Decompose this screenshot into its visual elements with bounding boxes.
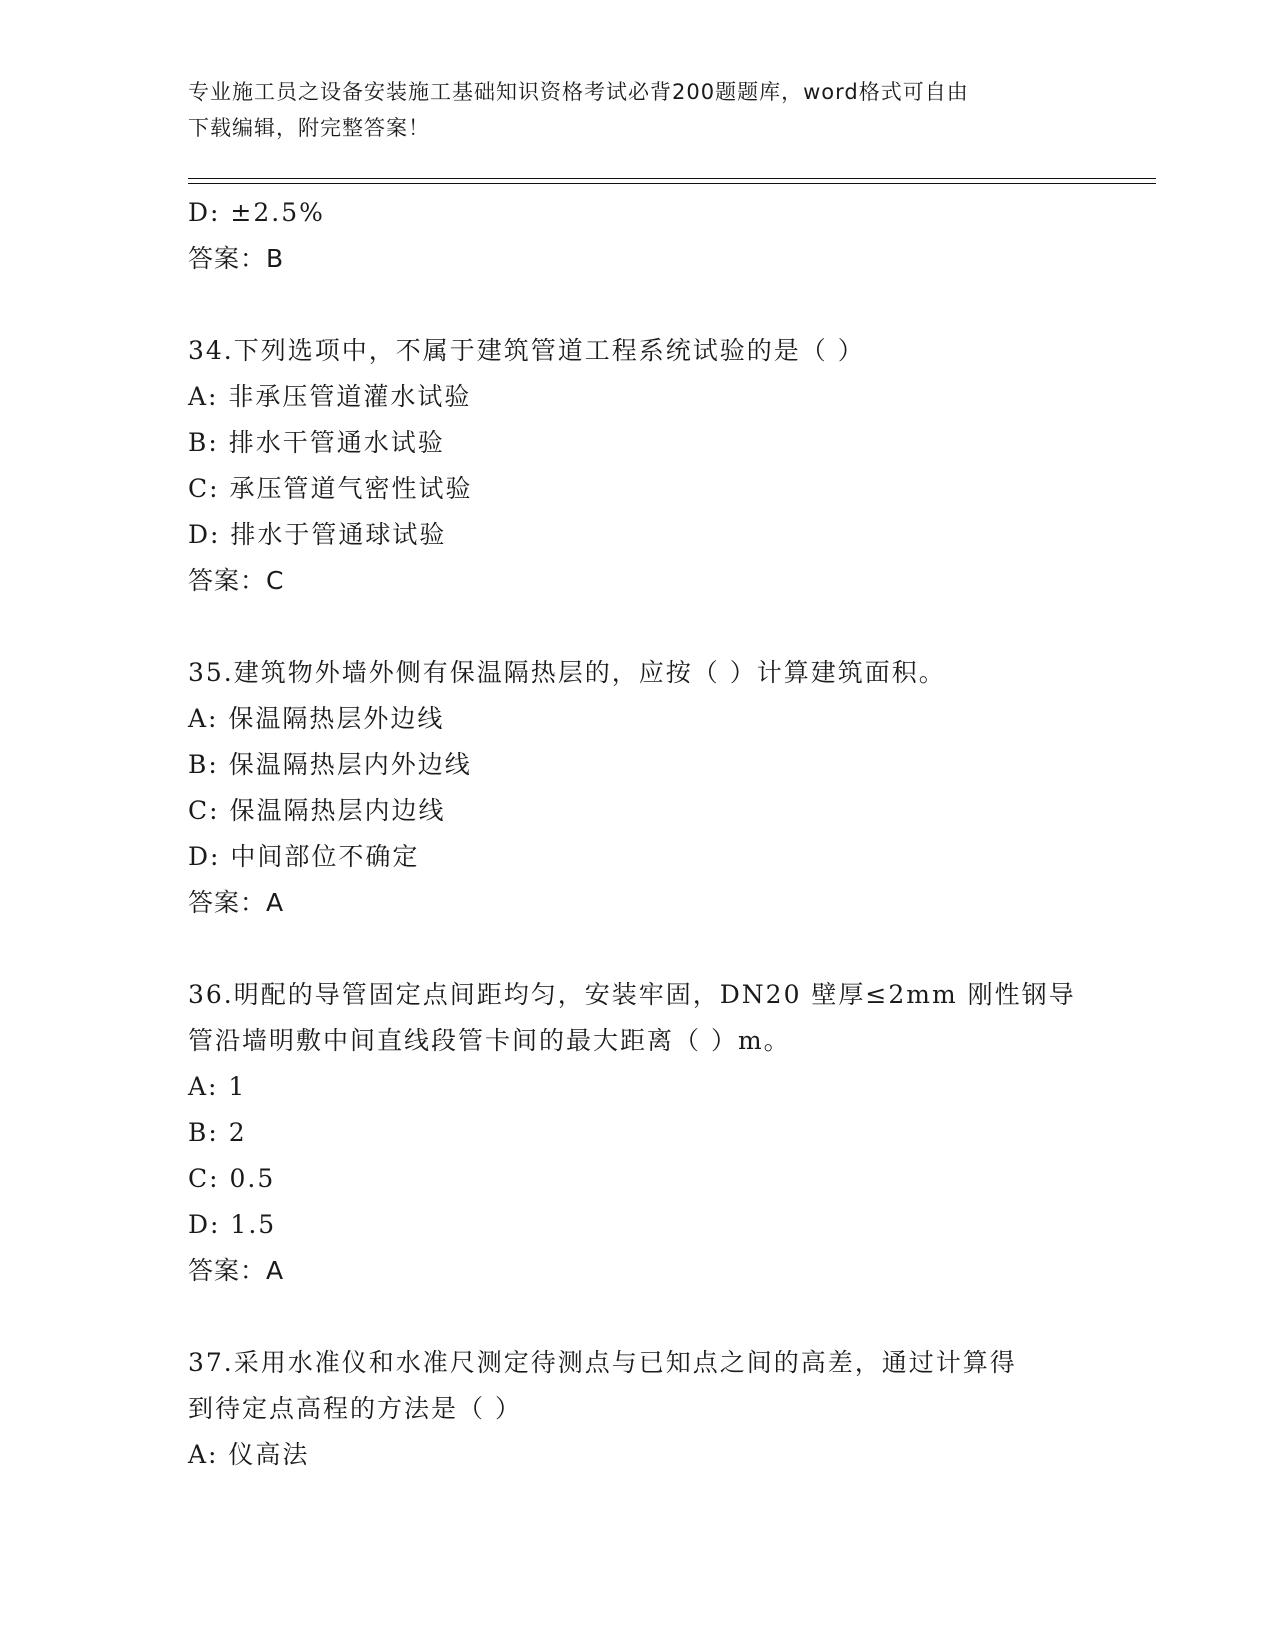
document-header [188, 74, 1088, 146]
answer: 答案：A [188, 1256, 285, 1285]
option-c: C: 0.5 [188, 1164, 276, 1193]
answer: 答案：C [188, 566, 285, 595]
prev-option-d: D: ±2.5% [188, 198, 325, 227]
option-b: B: 2 [188, 1118, 247, 1147]
header-line-2: 下载编辑，附完整答案！ [188, 116, 430, 140]
option-d: D: 中间部位不确定 [188, 842, 420, 871]
option-d: D: 1.5 [188, 1210, 277, 1239]
option-b: B: 排水干管通水试验 [188, 428, 445, 457]
question-text-line-2: 到待定点高程的方法是（ ） [188, 1394, 522, 1423]
prev-answer: 答案：B [188, 244, 285, 273]
option-b: B: 保温隔热层内外边线 [188, 750, 472, 779]
header-rule-top [188, 178, 1156, 179]
header-line-1: 专业施工员之设备安装施工基础知识资格考试必背200题题库，word格式可自由 [188, 80, 969, 104]
header-rule-bottom [188, 183, 1156, 184]
option-a: A: 保温隔热层外边线 [188, 704, 445, 733]
option-c: C: 保温隔热层内边线 [188, 796, 446, 825]
option-a: A: 1 [188, 1072, 247, 1101]
answer: 答案：A [188, 888, 285, 917]
question-text-line-1: 36.明配的导管固定点间距均匀，安装牢固，DN20 壁厚≤2mm 刚性钢导 [188, 980, 1076, 1009]
question-text-line-1: 37.采用水准仪和水准尺测定待测点与已知点之间的高差，通过计算得 [188, 1348, 1017, 1377]
option-a: A: 非承压管道灌水试验 [188, 382, 472, 411]
question-35 [188, 650, 1088, 926]
option-c: C: 承压管道气密性试验 [188, 474, 473, 503]
question-text: 35.建筑物外墙外侧有保温隔热层的，应按（ ）计算建筑面积。 [188, 658, 946, 687]
option-d: D: 排水于管通球试验 [188, 520, 447, 549]
question-text-line-2: 管沿墙明敷中间直线段管卡间的最大距离（ ）m。 [188, 1026, 791, 1055]
document-body [188, 190, 1088, 1478]
question-text: 34.下列选项中，不属于建筑管道工程系统试验的是（ ） [188, 336, 865, 365]
question-34 [188, 328, 1088, 604]
question-37 [188, 1340, 1088, 1478]
option-a: A: 仪高法 [188, 1440, 310, 1469]
question-36 [188, 972, 1088, 1294]
